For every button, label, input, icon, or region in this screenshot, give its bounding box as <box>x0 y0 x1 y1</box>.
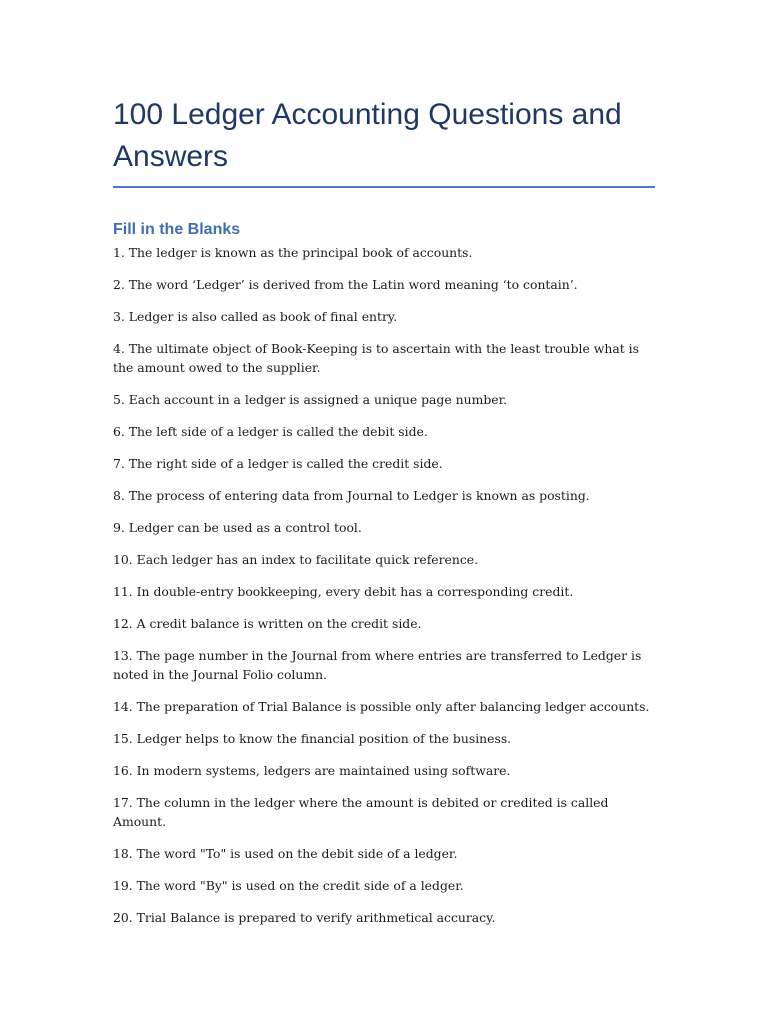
document-page <box>113 94 655 940</box>
question-item-16: 16. In modern systems, ledgers are maintained using software. <box>113 763 511 778</box>
question-item-1: 1. The ledger is known as the principal book of accounts. <box>113 245 473 260</box>
question-item-15: 15. Ledger helps to know the financial position of the business. <box>113 731 512 746</box>
question-item-4: 4. The ultimate object of Book-Keeping is to ascertain with the least trouble what is the amount owed to the supplier. <box>113 341 639 375</box>
question-item-13: 13. The page number in the Journal from where entries are transferred to Ledger is noted in the Journal Folio column. <box>113 648 642 682</box>
question-item-3: 3. Ledger is also called as book of final entry. <box>113 309 398 324</box>
question-item-6: 6. The left side of a ledger is called the debit side. <box>113 424 428 439</box>
question-item-9: 9. Ledger can be used as a control tool. <box>113 520 362 535</box>
question-item-17: 17. The column in the ledger where the amount is debited or credited is called Amount. <box>113 795 609 829</box>
question-list <box>113 243 655 927</box>
question-item-12: 12. A credit balance is written on the credit side. <box>113 616 422 631</box>
question-item-18: 18. The word "To" is used on the debit side of a ledger. <box>113 846 458 861</box>
question-item-19: 19. The word "By" is used on the credit side of a ledger. <box>113 878 464 893</box>
document-title: 100 Ledger Accounting Questions and Answers <box>113 98 622 173</box>
question-item-5: 5. Each account in a ledger is assigned a unique page number. <box>113 392 508 407</box>
question-item-10: 10. Each ledger has an index to facilitate quick reference. <box>113 552 479 567</box>
question-item-20: 20. Trial Balance is prepared to verify arithmetical accuracy. <box>113 910 496 925</box>
title-divider <box>113 186 655 188</box>
question-item-2: 2. The word ‘Ledger’ is derived from the Latin word meaning ‘to contain’. <box>113 277 578 292</box>
question-item-11: 11. In double-entry bookkeeping, every debit has a corresponding credit. <box>113 584 574 599</box>
question-item-7: 7. The right side of a ledger is called the credit side. <box>113 456 443 471</box>
question-item-8: 8. The process of entering data from Journal to Ledger is known as posting. <box>113 488 590 503</box>
question-item-14: 14. The preparation of Trial Balance is possible only after balancing ledger accounts. <box>113 699 650 714</box>
section-heading: Fill in the Blanks <box>113 221 241 238</box>
